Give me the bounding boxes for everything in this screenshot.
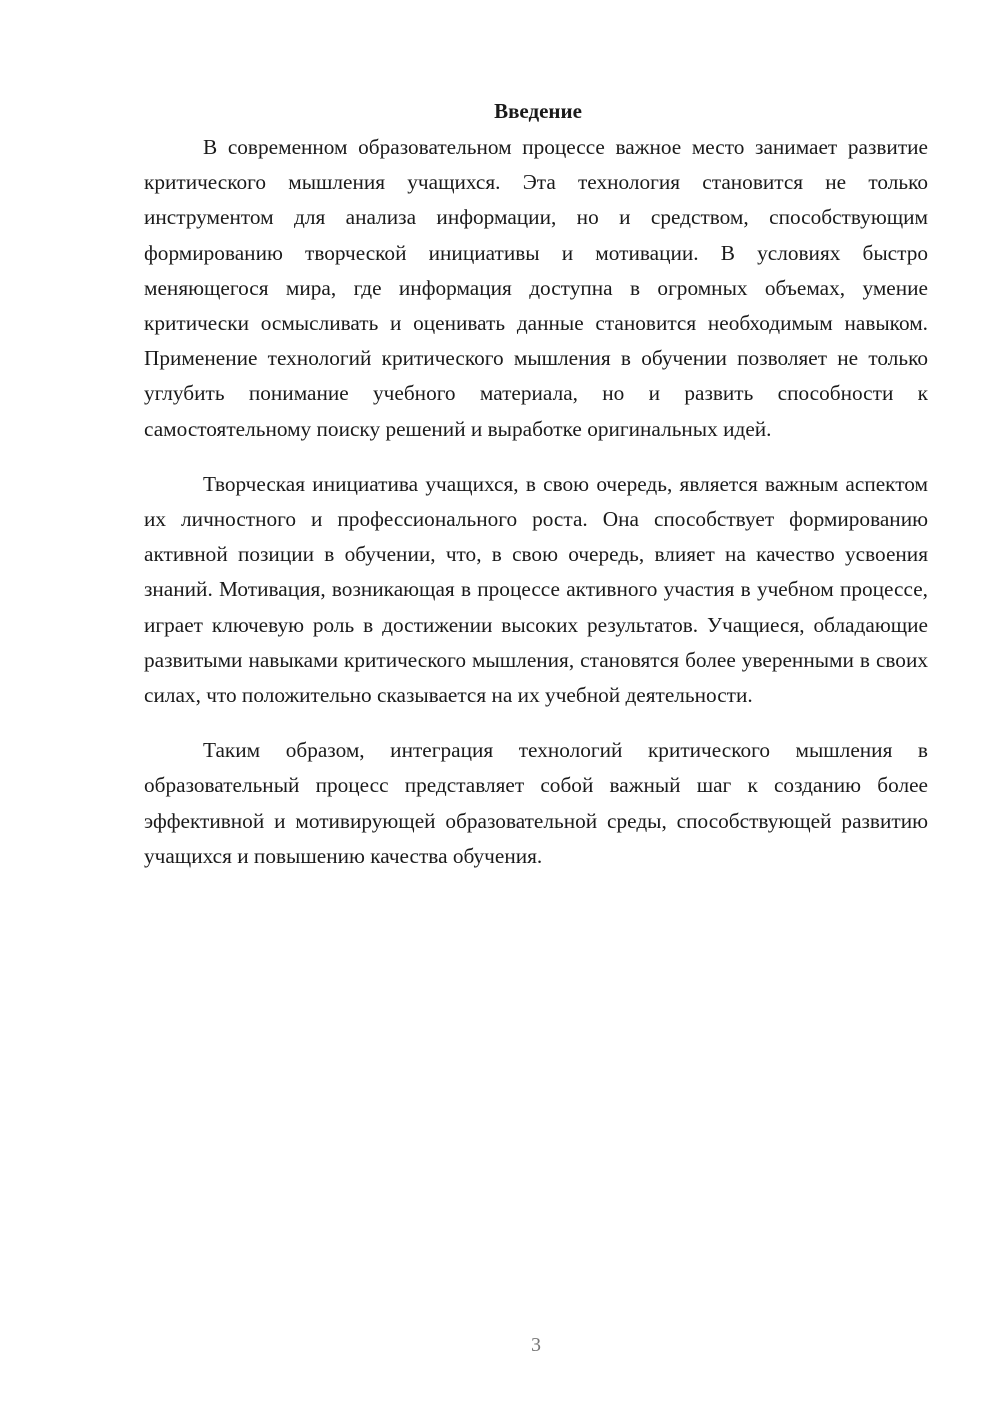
page-content: [144, 96, 928, 894]
paragraph-3: Таким образом, интеграция технологий критического мышления в образовательный процесс представляет собой важный шаг к созданию более эффективной и мотивирующей образовательной среды, способствующей развитию учащихся и повышению качества обучения.: [144, 738, 928, 868]
section-title: Введение: [494, 99, 582, 123]
paragraph-2: Творческая инициатива учащихся, в свою очередь, является важным аспектом их личностного и профессионального роста. Она способствует формированию активной позиции в обучении, что, в свою очередь, влияет на качество усвоения знаний. Мотивация, возникающая в процессе активного участия в учебном процессе, играет ключевую роль в достижении высоких результатов. Учащиеся, обладающие развитыми навыками критического мышления, становятся более уверенными в своих силах, что положительно сказывается на их учебной деятельности.: [144, 471, 928, 708]
page-number: 3: [531, 1334, 541, 1356]
paragraph-1: В современном образовательном процессе важное место занимает развитие критического мышления учащихся. Эта технология становится не только инструментом для анализа информации, но и средством, способствующим формированию творческой инициативы и мотивации. В условиях быстро меняющегося мира, где информация доступна в огромных объемах, умение критически осмысливать и оценивать данные становится необходимым навыком. Применение технологий критического мышления в обучении позволяет не только углубить понимание учебного материала, но и развить способности к самостоятельному поиску решений и выработке оригинальных идей.: [144, 135, 928, 441]
